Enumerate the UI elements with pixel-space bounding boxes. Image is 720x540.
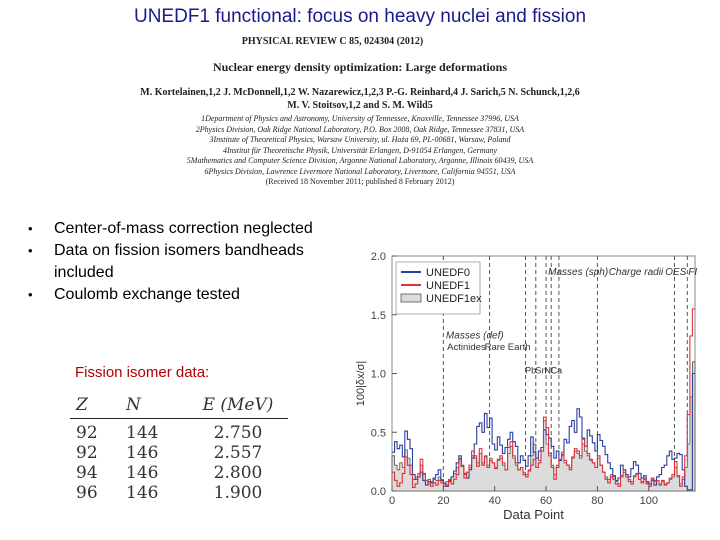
region-label: Sn — [535, 365, 547, 376]
table-cell: 2.557 — [213, 443, 263, 463]
bullet-text: Data on fission isomers bandheads included — [54, 242, 304, 281]
authors-line: M. Kortelainen,1,2 J. McDonnell,1,2 W. Nazarewicz,1,2,3 P.-G. Reinhard,4 J. Sarich,5 N. Schunck,1,2,6 — [140, 87, 580, 98]
affiliations — [140, 114, 580, 177]
table-row — [70, 443, 288, 463]
deviation-chart — [340, 240, 700, 525]
bullet-item — [28, 284, 348, 306]
slide-title: UNEDF1 functional: focus on heavy nuclei and fission — [133, 6, 587, 27]
isomer-table — [70, 395, 288, 503]
region-label: Ca — [550, 365, 563, 376]
region-label: Pb — [525, 365, 537, 376]
affiliation: 1Department of Physics and Astronomy, University of Tennessee, Knoxville, Tennessee 37996, USA — [201, 114, 519, 123]
region-label: FI — [688, 267, 698, 278]
bullet-item — [28, 240, 348, 284]
affiliation: 2Physics Division, Oak Ridge National Laboratory, P.O. Box 2008, Oak Ridge, Tennessee 37831, USA — [195, 124, 525, 134]
paper-header-image — [140, 36, 580, 187]
table-header-row — [70, 395, 288, 419]
paper-title: Nuclear energy density optimization: Large deformations — [212, 60, 508, 74]
table-row — [70, 463, 288, 483]
table-cell: 144 — [126, 423, 159, 443]
region-label: Masses (sph) — [548, 267, 609, 278]
affiliation: 3Institute of Theoretical Physics, Warsaw University, ul. Hoża 69, PL-00681, Warsaw, Poland — [209, 135, 511, 144]
table-cell: 92 — [76, 443, 98, 463]
bullet-marker: • — [28, 243, 33, 258]
bullet-text: Coulomb exchange tested — [54, 286, 240, 303]
table-cell: 2.750 — [213, 423, 263, 443]
region-label: Rare Earth — [484, 342, 531, 353]
isomer-heading: Fission isomer data: — [75, 364, 210, 381]
table-row — [70, 419, 288, 444]
bullet-marker: • — [28, 287, 33, 302]
region-label: OES — [665, 267, 687, 278]
x-tick-label: 100 — [639, 495, 658, 507]
authors-line: M. V. Stoitsov,1,2 and S. M. Wild5 — [287, 100, 433, 111]
journal-citation: PHYSICAL REVIEW C 85, 024304 (2012) — [241, 36, 424, 47]
received-date: (Received 18 November 2011; published 8 February 2012) — [265, 177, 455, 186]
table-row — [70, 483, 288, 503]
region-label: Charge radii — [608, 267, 664, 278]
bullet-item — [28, 218, 348, 240]
region-label: Masses (def) — [445, 330, 504, 342]
legend-label: UNEDF1 — [426, 280, 471, 292]
x-tick-label: 80 — [591, 495, 604, 507]
x-tick-label: 0 — [388, 495, 396, 507]
legend-label: UNEDF0 — [426, 267, 471, 279]
paper-authors — [140, 86, 580, 112]
y-tick-label: 1.0 — [370, 368, 386, 381]
y-tick-label: 1.5 — [370, 309, 386, 322]
x-tick-label: 20 — [437, 495, 450, 507]
table-cell: 96 — [76, 483, 98, 503]
region-label: Ni — [544, 365, 553, 376]
bullet-marker: • — [28, 221, 33, 236]
bullet-text: Center-of-mass correction neglected — [54, 220, 313, 237]
table-cell: 1.900 — [213, 483, 263, 503]
x-tick-label: 40 — [488, 495, 501, 507]
column-header: Z — [70, 395, 126, 419]
table-cell: 146 — [126, 443, 159, 463]
y-axis-label: 100|δx/σ| — [355, 360, 367, 407]
y-tick-label: 0.0 — [370, 486, 386, 498]
affiliation: 6Physics Division, Lawrence Livermore National Laboratory, Livermore, California 94551, USA — [204, 166, 516, 176]
y-tick-label: 0.5 — [370, 427, 386, 440]
column-header: E (MeV) — [188, 395, 288, 419]
region-label: Actinides — [447, 342, 486, 353]
table-cell: 94 — [76, 463, 98, 483]
column-header: N — [126, 395, 188, 419]
legend-swatch — [401, 294, 421, 302]
affiliation: 4Institut für Theoretische Physik, Universität Erlangen, D-91054 Erlangen, Germany — [222, 145, 498, 155]
x-tick-label: 60 — [539, 495, 553, 507]
table-cell: 146 — [126, 483, 159, 503]
legend-label: UNEDF1ex — [426, 293, 482, 305]
table-cell: 92 — [76, 423, 98, 443]
table-cell: 2.800 — [213, 463, 263, 483]
table-cell: 146 — [126, 463, 159, 483]
y-tick-label: 2.0 — [370, 251, 386, 263]
affiliation: 5Mathematics and Computer Science Division, Argonne National Laboratory, Argonne, Illinois 60439, USA — [186, 156, 534, 165]
bullet-list — [28, 218, 348, 306]
x-axis-label: Data Point — [503, 507, 564, 522]
